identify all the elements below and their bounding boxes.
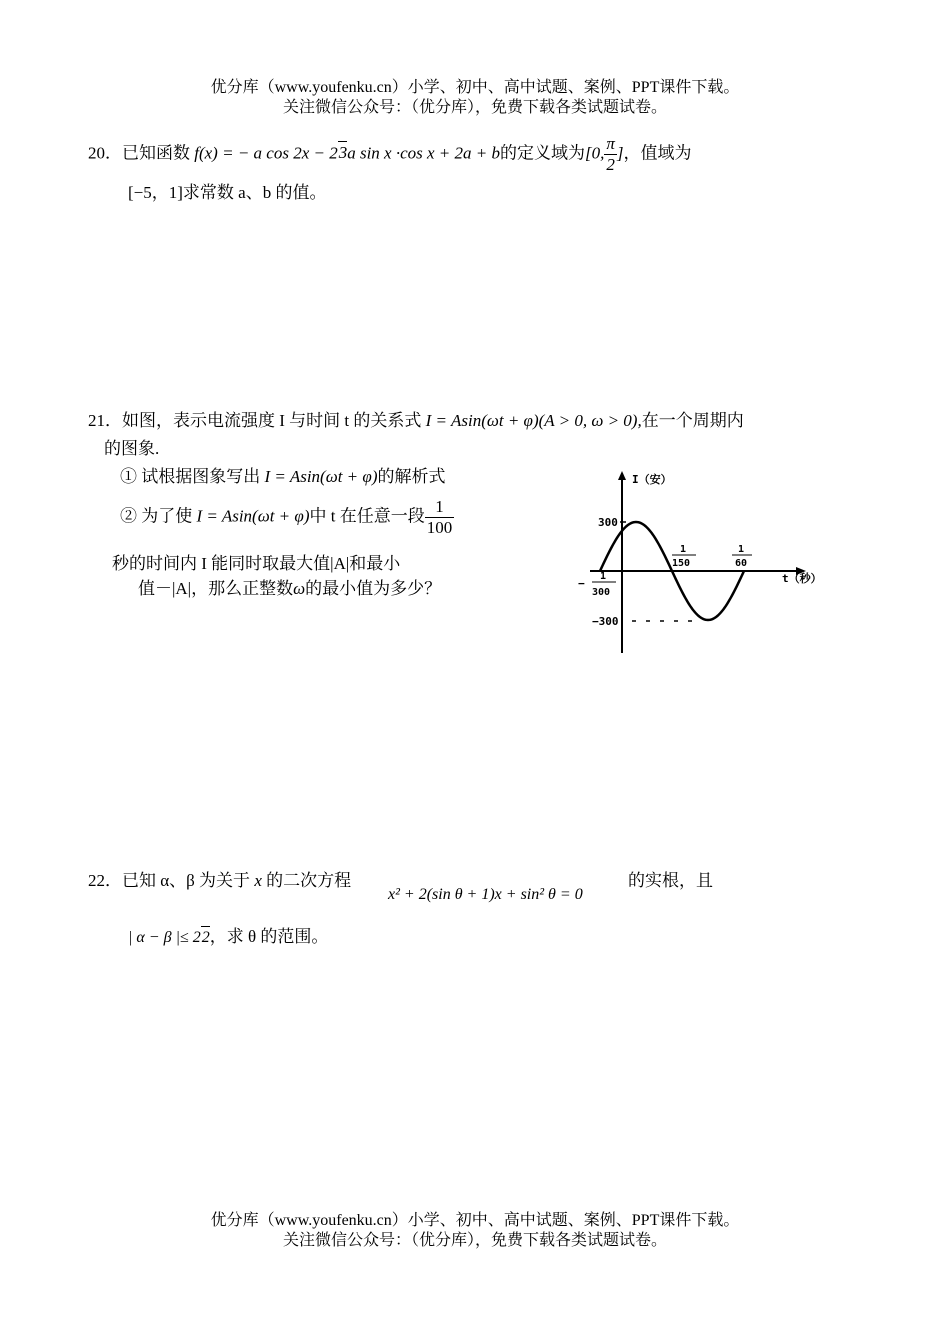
y-axis-arrow	[618, 471, 626, 480]
q22-end: 的实根，且	[628, 871, 713, 890]
question-21	[88, 410, 744, 432]
q21-item2-formula: I = Asin(ωt + φ)	[196, 506, 310, 526]
q21-omega: ω	[293, 579, 306, 598]
x-tick-mid-num: 1	[680, 544, 687, 555]
q20-formula-rest: a sin x ·cos x + 2a + b	[347, 143, 501, 163]
question-22	[88, 870, 351, 892]
x-tick-neg-den: 300	[592, 587, 611, 598]
q21-line-seconds: 秒的时间内 I 能同时取最大值|A|和最小	[112, 554, 401, 573]
q20-formula: f(x) = − a cos 2x − 2	[194, 143, 338, 163]
q21-item-1	[120, 466, 445, 488]
current-graph	[570, 465, 840, 660]
q20-domain-right: ]	[616, 143, 624, 163]
q21-last-post: 的最小值为多少？	[305, 579, 442, 598]
y-axis-label: I（安）	[632, 473, 672, 486]
q21-item-2	[120, 497, 454, 538]
q20-mid: 的定义域为	[500, 143, 586, 163]
q20-domain-left: [0,	[585, 143, 605, 163]
q21-item1-formula: I = Asin(ωt + φ)	[264, 467, 378, 486]
q21-item2-prefix: ② 为了使	[120, 506, 193, 526]
q21-end: 在一个周期内	[641, 411, 744, 430]
q22-mid: 的二次方程	[266, 871, 352, 890]
q22-equation: x² + 2(sin θ + 1)x + sin² θ = 0	[388, 886, 583, 903]
q21-item2-mid: 中 t 在任意一段	[309, 506, 425, 526]
x-tick-neg-sign: −	[578, 577, 585, 590]
x-tick-mid-den: 150	[672, 558, 691, 569]
q21-fraction	[425, 497, 455, 538]
q21-frac-den: 100	[426, 518, 453, 537]
q21-last-pre: 值－|A|，那么正整数	[138, 579, 294, 598]
q21-item1-prefix: ① 试根据图象写出	[120, 467, 261, 486]
footer-line-2: 关注微信公众号：（优分库），免费下载各类试题试卷。	[282, 1232, 667, 1249]
q22-x: x	[254, 871, 262, 890]
question-20	[88, 134, 692, 175]
footer-line-1: 优分库（www.youfenku.cn）小学、初中、高中试题、案例、PPT课件下载。	[210, 1212, 740, 1229]
q20-intro: 已知函数	[122, 143, 190, 163]
x-tick-end-num: 1	[738, 544, 745, 555]
q20-sqrt: 3	[338, 143, 348, 163]
q22-condition	[128, 926, 328, 949]
q22-cond-pre: | α − β |≤ 2	[128, 929, 201, 946]
q20-line-2: [−5，1]求常数 a、b 的值。	[128, 183, 327, 202]
q20-two: 2	[604, 154, 617, 175]
q22-number: 22．	[88, 871, 122, 890]
y-tick-neg-300: −300	[592, 615, 619, 628]
q20-pi: π	[606, 134, 615, 153]
q21-line-last	[138, 578, 441, 600]
q22-cond-end: ，求 θ 的范围。	[209, 927, 329, 946]
header-line-1: 优分库（www.youfenku.cn）小学、初中、高中试题、案例、PPT课件下载。	[210, 79, 740, 96]
x-axis-label: t（秒）	[782, 572, 822, 585]
q20-number: 20．	[88, 143, 122, 163]
x-tick-neg-num: 1	[600, 571, 607, 582]
header-line-2: 关注微信公众号：（优分库），免费下载各类试题试卷。	[282, 99, 667, 116]
x-tick-end-den: 60	[735, 558, 748, 569]
q20-pi-over-2	[604, 134, 617, 175]
q22-intro: 已知 α、β 为关于	[122, 871, 251, 890]
q21-line-2: 的图象.	[104, 439, 160, 458]
q22-cond-sqrt: 2	[201, 926, 210, 949]
y-tick-300: 300	[598, 516, 618, 529]
q21-intro: 如图，表示电流强度 I 与时间 t 的关系式	[122, 411, 422, 430]
q21-item1-suffix: 的解析式	[377, 467, 446, 486]
q21-number: 21．	[88, 411, 122, 430]
q21-formula: I = Asin(ωt + φ)(A > 0, ω > 0),	[425, 411, 642, 430]
q21-frac-num: 1	[435, 497, 444, 516]
q20-end: ，值域为	[623, 143, 692, 163]
